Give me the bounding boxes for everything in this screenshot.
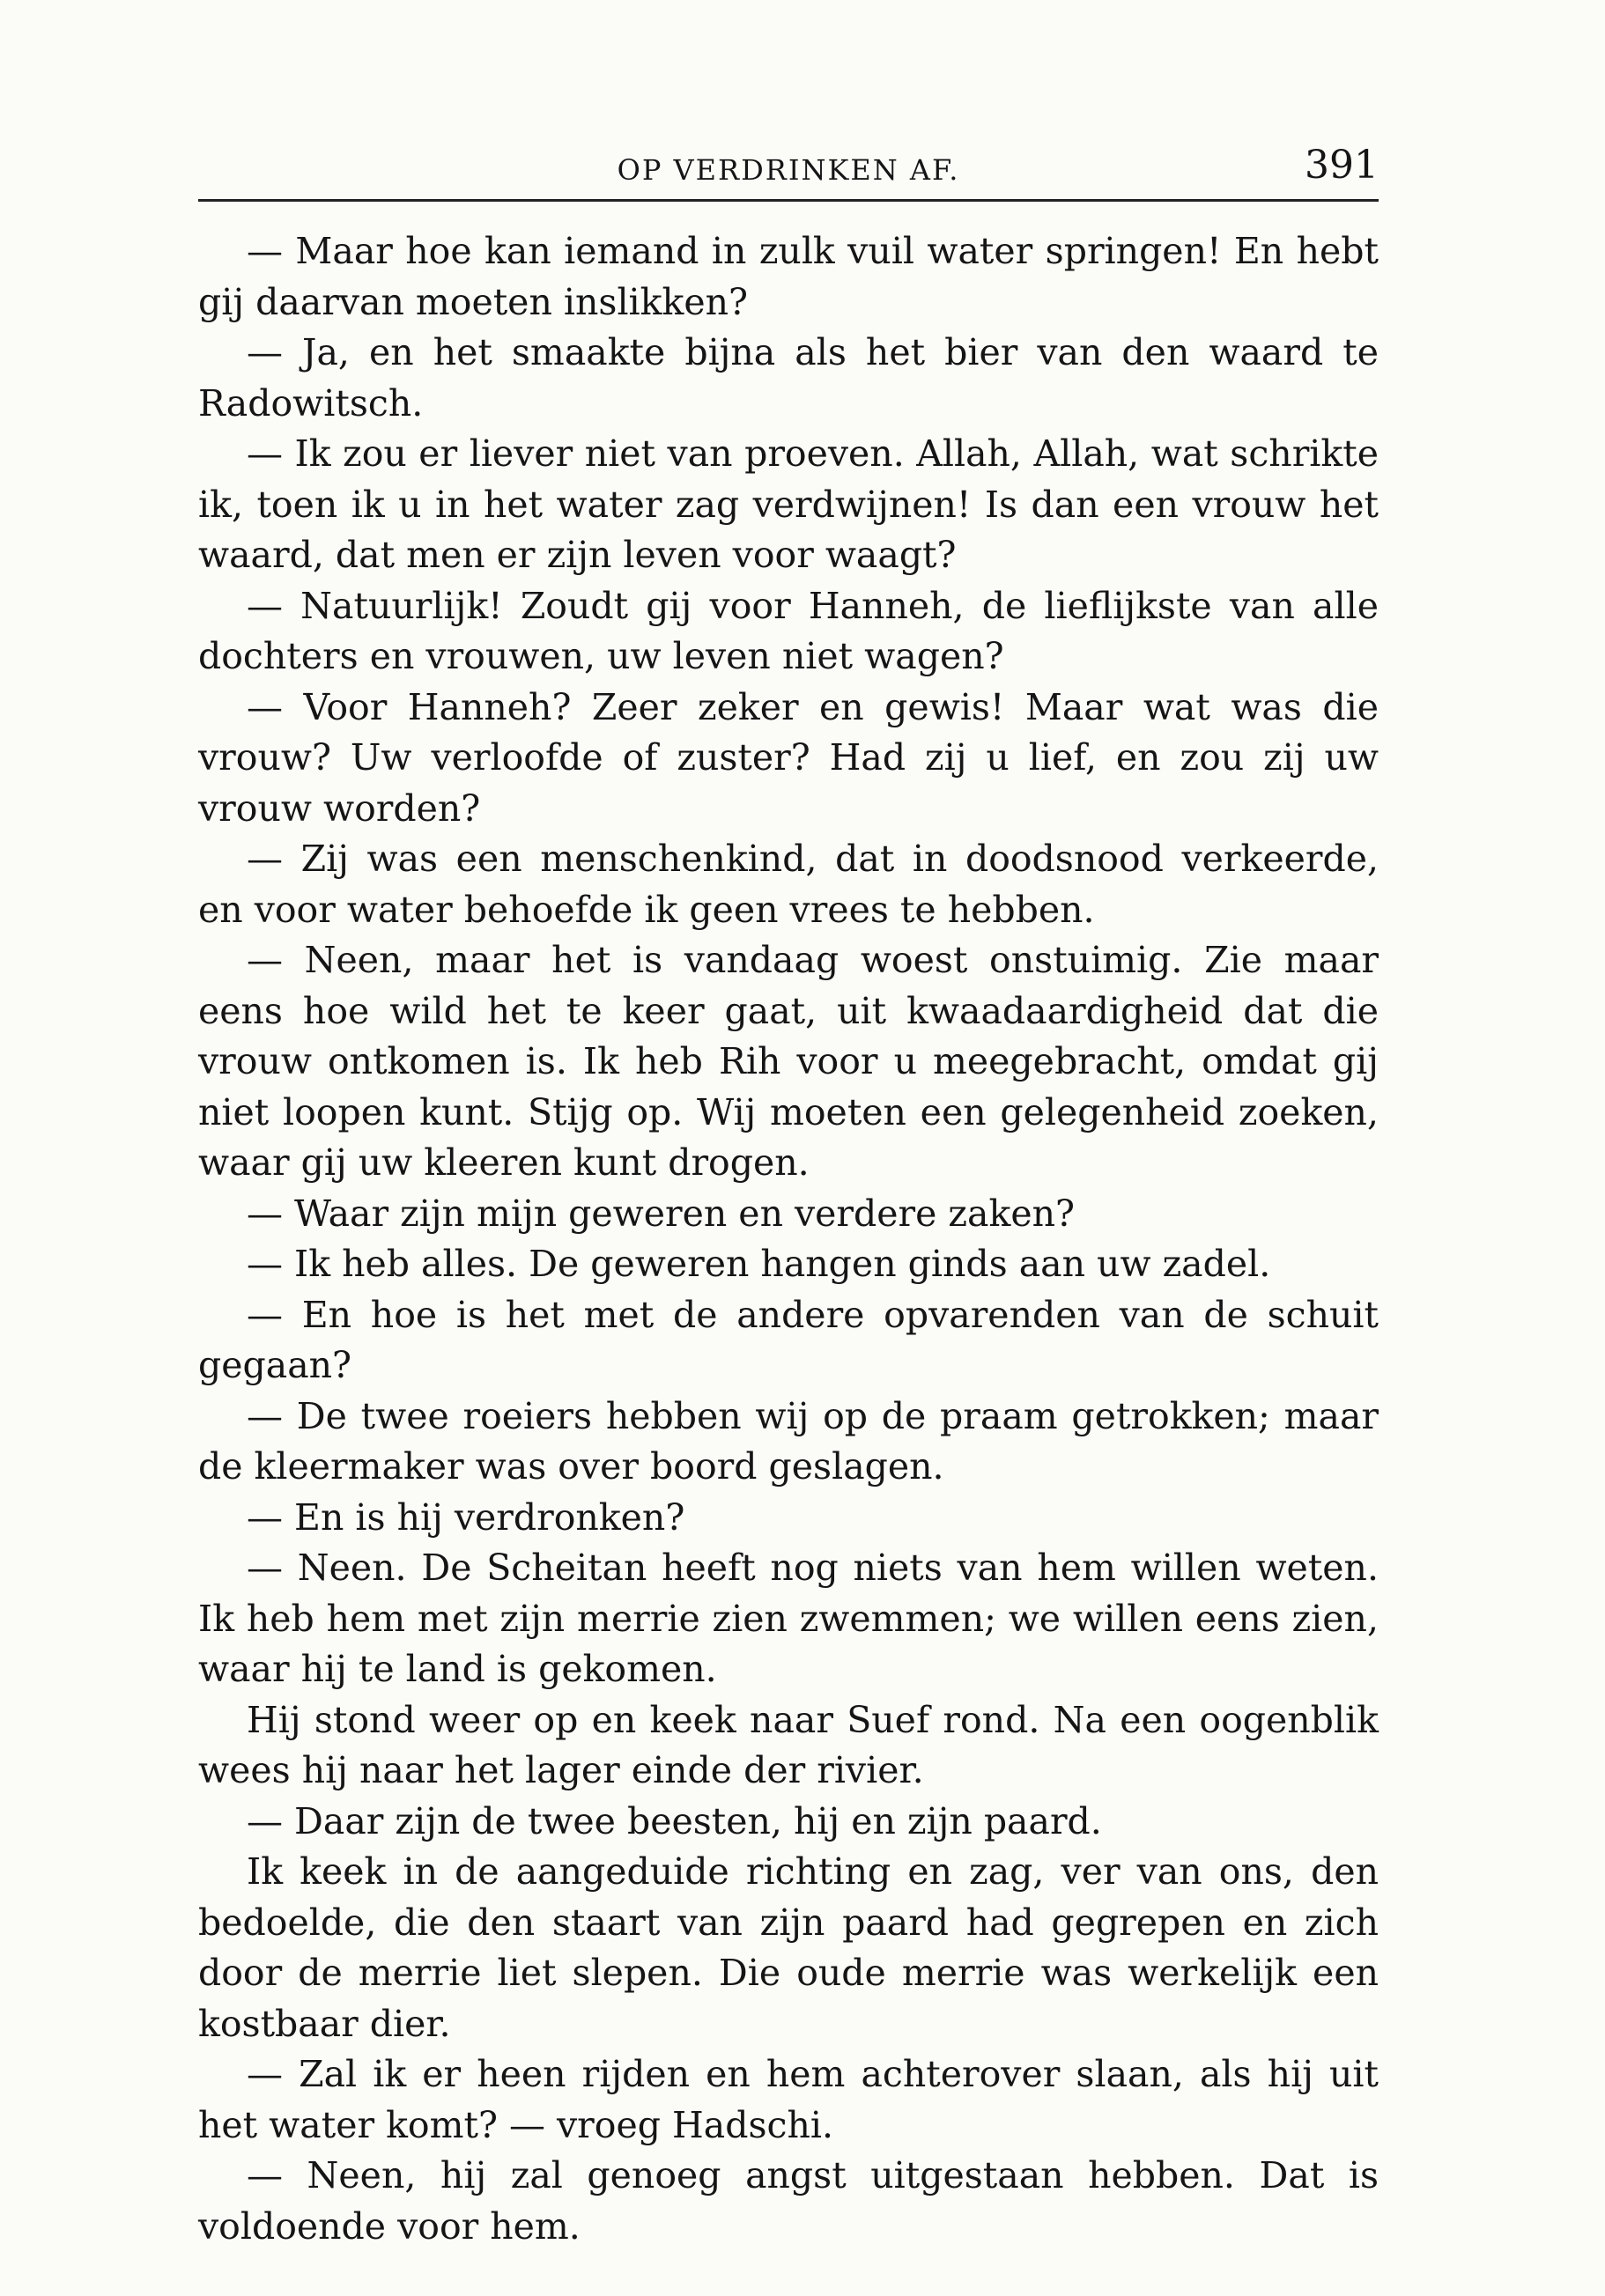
book-page (198, 141, 1379, 2252)
paragraph: — Natuurlijk! Zoudt gij voor Hanneh, de lieflijkste van alle dochters en vrouwen, uw leven niet wagen? (198, 584, 1379, 677)
paragraph: — En is hij verdronken? (247, 1495, 685, 1539)
paragraph: — Ja, en het smaakte bijna als het bier van den waard te Radowitsch. (198, 331, 1379, 425)
paragraph: — Zal ik er heen rijden en hem achterover slaan, als hij uit het water komt? — vroeg Hadschi. (198, 2053, 1379, 2146)
body-text (198, 226, 1379, 2252)
paragraph: — De twee roeiers hebben wij op de praam getrokken; maar de kleermaker was over boord geslagen. (198, 1394, 1379, 1488)
paragraph: — Voor Hanneh? Zeer zeker en gewis! Maar wat was die vrouw? Uw verloofde of zuster? Had zij u lief, en zou zij uw vrouw worden? (198, 685, 1379, 830)
paragraph: — Maar hoe kan iemand in zulk vuil water springen! En hebt gij daarvan moeten inslikken? (198, 230, 1379, 323)
paragraph: — En hoe is het met de andere opvarenden van de schuit gegaan? (198, 1293, 1379, 1386)
page-number: 391 (1305, 143, 1379, 188)
paragraph: — Ik heb alles. De geweren hangen ginds aan uw zadel. (247, 1243, 1271, 1285)
page-header (198, 141, 1379, 202)
paragraph: Ik keek in de aangeduide richting en zag, ver van ons, den bedoelde, die den staart van zijn paard had gegrepen en zich door de merrie liet slepen. Die oude merrie was werkelijk een kostbaar dier. (198, 1850, 1379, 2045)
paragraph: — Neen, hij zal genoeg angst uitgestaan hebben. Dat is voldoende voor hem. (198, 2154, 1379, 2248)
paragraph: — Ik zou er liever niet van proeven. Allah, Allah, wat schrikte ik, toen ik u in het water zag verdwijnen! Is dan een vrouw het waard, dat men er zijn leven voor waagt? (198, 432, 1379, 576)
paragraph: — Neen, maar het is vandaag woest onstuimig. Zie maar eens hoe wild het te keer gaat, uit kwaadaardigheid dat die vrouw ontkomen is. Ik heb Rih voor u meegebracht, omdat gij niet loopen kunt. Stijg op. Wij moeten een gelegenheid zoeken, waar gij uw kleeren kunt drogen. (198, 939, 1379, 1184)
paragraph: — Daar zijn de twee beesten, hij en zijn paard. (247, 1799, 1102, 1842)
paragraph: — Neen. De Scheitan heeft nog niets van hem willen weten. Ik heb hem met zijn merrie zien zwemmen; we willen eens zien, waar hij te land is gekomen. (198, 1547, 1379, 1690)
paragraph: Hij stond weer op en keek naar Suef rond. Na een oogenblik wees hij naar het lager einde der rivier. (198, 1698, 1379, 1791)
running-title: OP VERDRINKEN AF. (617, 153, 960, 187)
paragraph: — Waar zijn mijn geweren en verdere zaken? (247, 1192, 1075, 1235)
paragraph: — Zij was een menschenkind, dat in doodsnood verkeerde, en voor water behoefde ik geen vrees te hebben. (198, 838, 1379, 931)
